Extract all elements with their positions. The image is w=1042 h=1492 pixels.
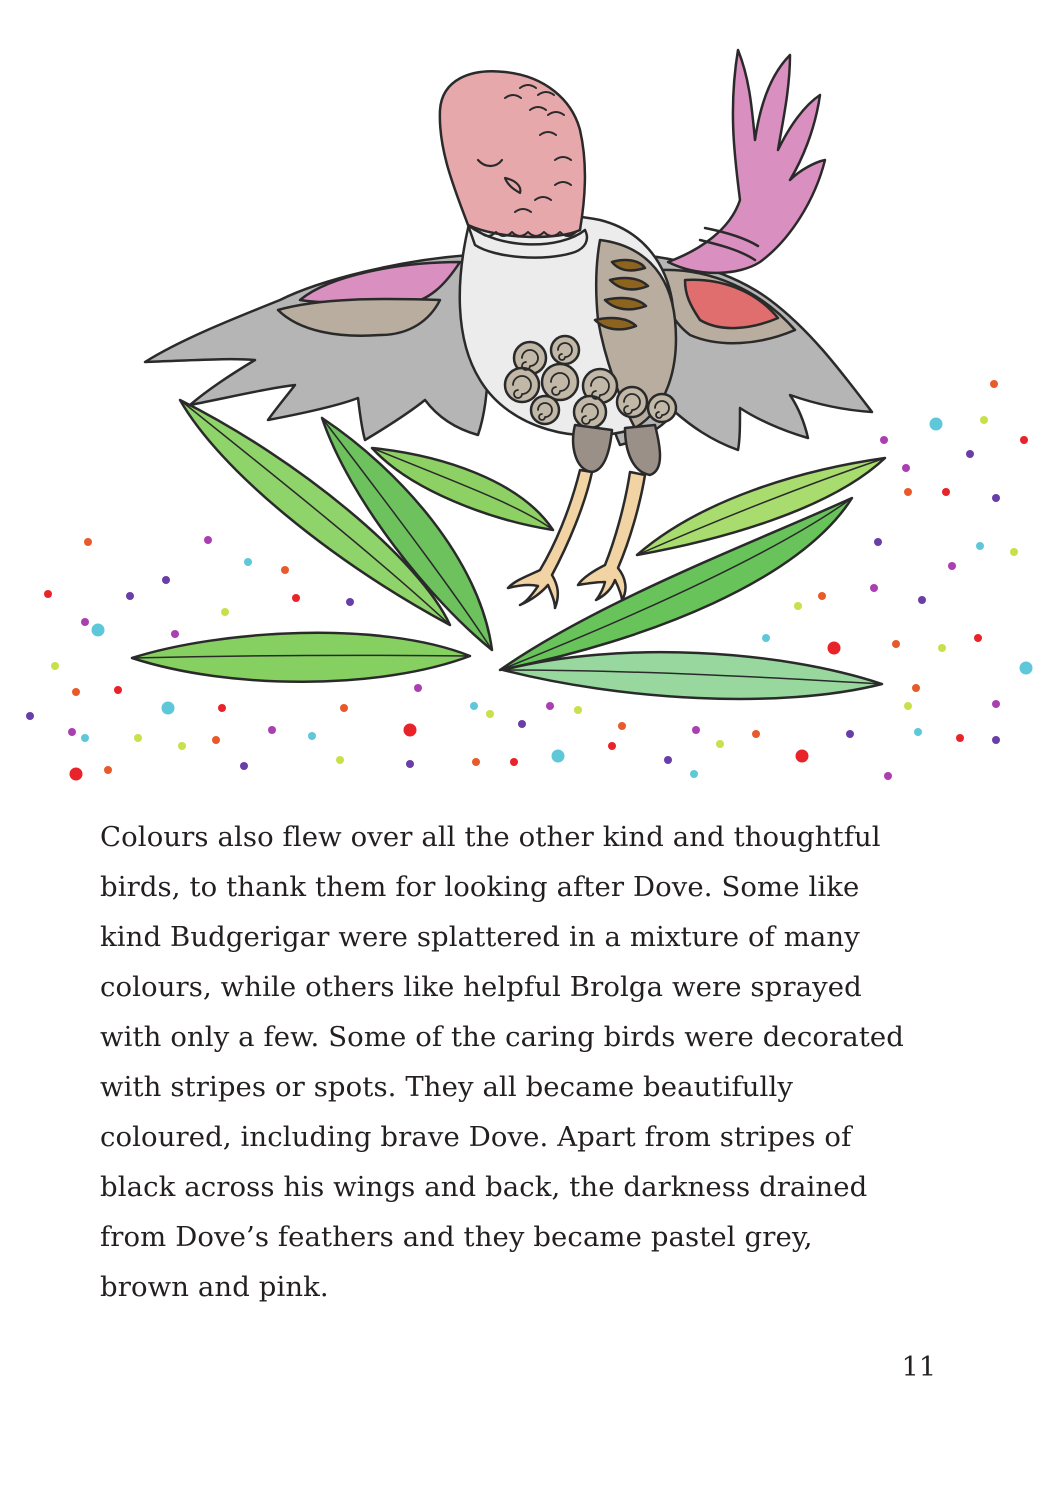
- confetti-dot: [966, 450, 974, 458]
- confetti-dot: [938, 644, 946, 652]
- confetti-dot: [1020, 436, 1028, 444]
- confetti-dot: [608, 742, 616, 750]
- confetti-dot: [664, 756, 672, 764]
- confetti-dot: [796, 750, 809, 763]
- confetti-dot: [240, 762, 248, 770]
- confetti-dot: [68, 728, 76, 736]
- confetti-dot: [1010, 548, 1018, 556]
- confetti-dot: [470, 702, 478, 710]
- confetti-dot: [178, 742, 186, 750]
- confetti-dot: [884, 772, 892, 780]
- story-line: coloured, including brave Dove. Apart from stripes of: [100, 1121, 852, 1153]
- confetti-dot: [716, 740, 724, 748]
- confetti-dot: [26, 712, 34, 720]
- confetti-dot: [870, 584, 878, 592]
- confetti-dot: [336, 756, 344, 764]
- confetti-dot: [92, 624, 105, 637]
- leaves: [132, 400, 885, 699]
- confetti-dot: [818, 592, 826, 600]
- story-line: brown and pink.: [100, 1271, 329, 1303]
- confetti-dot: [546, 702, 554, 710]
- confetti-dot: [268, 726, 276, 734]
- confetti-dot: [752, 730, 760, 738]
- confetti-dot: [44, 590, 52, 598]
- confetti-dot: [762, 634, 770, 642]
- story-line: with stripes or spots. They all became beautifully: [100, 1071, 793, 1103]
- confetti-dot: [904, 702, 912, 710]
- confetti-dot: [114, 686, 122, 694]
- confetti-dot: [104, 766, 112, 774]
- confetti-dot: [990, 380, 998, 388]
- confetti-dot: [221, 608, 229, 616]
- confetti-dot: [134, 734, 142, 742]
- confetti-dot: [162, 702, 175, 715]
- confetti-dot: [942, 488, 950, 496]
- confetti-dot: [618, 722, 626, 730]
- story-text: [100, 812, 960, 1312]
- confetti-dot: [874, 538, 882, 546]
- page-number: 11: [901, 1352, 936, 1383]
- confetti-dot: [518, 720, 526, 728]
- confetti-dot: [72, 688, 80, 696]
- confetti-dot: [880, 436, 888, 444]
- confetti-dot: [794, 602, 802, 610]
- confetti-dot: [692, 726, 700, 734]
- confetti-dot: [918, 596, 926, 604]
- confetti-dot: [1020, 662, 1033, 675]
- confetti-dot: [406, 760, 414, 768]
- confetti-dot: [948, 562, 956, 570]
- confetti-dot: [414, 684, 422, 692]
- confetti-dot: [472, 758, 480, 766]
- story-line: Colours also flew over all the other kind and thoughtful: [100, 821, 881, 853]
- confetti-dot: [892, 640, 900, 648]
- confetti-dot: [126, 592, 134, 600]
- confetti-dot: [218, 704, 226, 712]
- confetti-dot: [84, 538, 92, 546]
- confetti-dot: [204, 536, 212, 544]
- confetti-dot: [51, 662, 59, 670]
- story-line: black across his wings and back, the darkness drained: [100, 1171, 868, 1203]
- dove-illustration: [0, 30, 1042, 800]
- confetti-dot: [912, 684, 920, 692]
- confetti-dot: [81, 618, 89, 626]
- confetti-dot: [404, 724, 417, 737]
- confetti-dot: [690, 770, 698, 778]
- confetti-dot: [846, 730, 854, 738]
- confetti-dot: [81, 734, 89, 742]
- confetti-dot: [904, 488, 912, 496]
- confetti-dot: [281, 566, 289, 574]
- confetti-dot: [574, 706, 582, 714]
- confetti-dot: [162, 576, 170, 584]
- story-line: with only a few. Some of the caring birds were decorated: [100, 1021, 904, 1053]
- confetti-dot: [171, 630, 179, 638]
- confetti-dot: [510, 758, 518, 766]
- confetti-dot: [346, 598, 354, 606]
- story-line: colours, while others like helpful Brolga were sprayed: [100, 971, 862, 1003]
- confetti-dot: [70, 768, 83, 781]
- confetti-dot: [292, 594, 300, 602]
- story-line: birds, to thank them for looking after Dove. Some like: [100, 871, 860, 903]
- confetti-dot: [340, 704, 348, 712]
- confetti-dot: [976, 542, 984, 550]
- leaf-right-lower: [503, 652, 882, 699]
- confetti-dot: [956, 734, 964, 742]
- confetti-dot: [486, 710, 494, 718]
- story-line: from Dove’s feathers and they became pastel grey,: [100, 1221, 813, 1253]
- confetti-dot: [980, 416, 988, 424]
- confetti-dot: [992, 700, 1000, 708]
- confetti-dot: [244, 558, 252, 566]
- confetti-dot: [552, 750, 565, 763]
- confetti-dot: [212, 736, 220, 744]
- dove-head: [440, 71, 585, 237]
- confetti-dot: [902, 464, 910, 472]
- confetti-dot: [308, 732, 316, 740]
- story-line: kind Budgerigar were splattered in a mixture of many: [100, 921, 860, 953]
- confetti-dot: [974, 634, 982, 642]
- confetti-dot: [914, 728, 922, 736]
- confetti-dot: [828, 642, 841, 655]
- confetti-dot: [930, 418, 943, 431]
- confetti-dot: [992, 494, 1000, 502]
- confetti-dot: [992, 736, 1000, 744]
